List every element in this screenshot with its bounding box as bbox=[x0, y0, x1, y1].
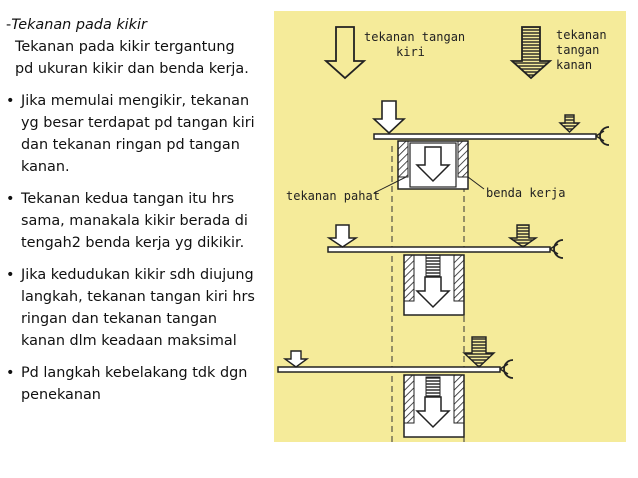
legend-right-hand-arrow-icon bbox=[512, 27, 550, 78]
label-left-bottom: kiri bbox=[396, 45, 425, 59]
label-pahat: tekanan pahat bbox=[286, 189, 380, 203]
bullet-item bbox=[6, 264, 268, 352]
stage-1-start bbox=[374, 101, 609, 193]
stage-3-left-arrow-icon bbox=[285, 351, 307, 367]
section-heading bbox=[6, 14, 268, 36]
stage-2-right-arrow-icon bbox=[510, 225, 536, 247]
bullet-symbol: • bbox=[6, 267, 15, 283]
bullet-line: Tekanan kedua tangan itu hrs bbox=[21, 191, 235, 207]
stage-3-end bbox=[278, 337, 513, 437]
legend-left-hand-arrow-icon bbox=[326, 27, 364, 78]
label-right-top: tekanan bbox=[556, 28, 607, 42]
stage-2-middle bbox=[328, 225, 563, 315]
bullet-line: tengah2 benda kerja yg dikikir. bbox=[21, 235, 245, 251]
stage-1-right-arrow-icon bbox=[560, 115, 579, 132]
bullet-symbol: • bbox=[6, 365, 15, 381]
filing-pressure-diagram bbox=[274, 11, 626, 442]
bullet-line: ringan dan tekanan tangan bbox=[21, 311, 218, 327]
bullet-line: yg besar terdapat pd tangan kiri bbox=[21, 115, 255, 131]
bullet-line: Pd langkah kebelakang tdk dgn bbox=[21, 365, 248, 381]
bullet-line: kanan. bbox=[21, 159, 70, 175]
bullet-item bbox=[6, 90, 268, 178]
label-right-mid: tangan bbox=[556, 43, 600, 57]
heading-dash: - bbox=[6, 17, 12, 33]
text-column bbox=[6, 14, 268, 416]
bullet-symbol: • bbox=[6, 191, 15, 207]
stage-1-left-arrow-icon bbox=[374, 101, 404, 133]
intro-line: pd ukuran kikir dan benda kerja. bbox=[15, 61, 249, 77]
stage-3-right-arrow-icon bbox=[464, 337, 494, 367]
intro-line: Tekanan pada kikir tergantung bbox=[15, 39, 235, 55]
intro-paragraph bbox=[15, 36, 268, 80]
label-left-top: tekanan tangan bbox=[364, 30, 466, 44]
label-benda: benda kerja bbox=[486, 186, 566, 200]
bullet-line: Jika memulai mengikir, tekanan bbox=[21, 93, 250, 109]
diagram-svg bbox=[274, 11, 626, 442]
stage-2-left-arrow-icon bbox=[329, 225, 356, 247]
bullet-line: kanan dlm keadaan maksimal bbox=[21, 333, 237, 349]
bullet-line: dan tekanan ringan pd tangan bbox=[21, 137, 240, 153]
bullet-line: penekanan bbox=[21, 387, 101, 403]
bullet-symbol: • bbox=[6, 93, 15, 109]
bullet-line: Jika kedudukan kikir sdh diujung bbox=[21, 267, 254, 283]
bullet-item bbox=[6, 362, 268, 406]
bullet-line: sama, manakala kikir berada di bbox=[21, 213, 248, 229]
heading-title: Tekanan pada kikir bbox=[11, 17, 147, 33]
label-right-bottom: kanan bbox=[556, 58, 593, 72]
bullet-line: langkah, tekanan tangan kiri hrs bbox=[21, 289, 255, 305]
bullet-item bbox=[6, 188, 268, 254]
